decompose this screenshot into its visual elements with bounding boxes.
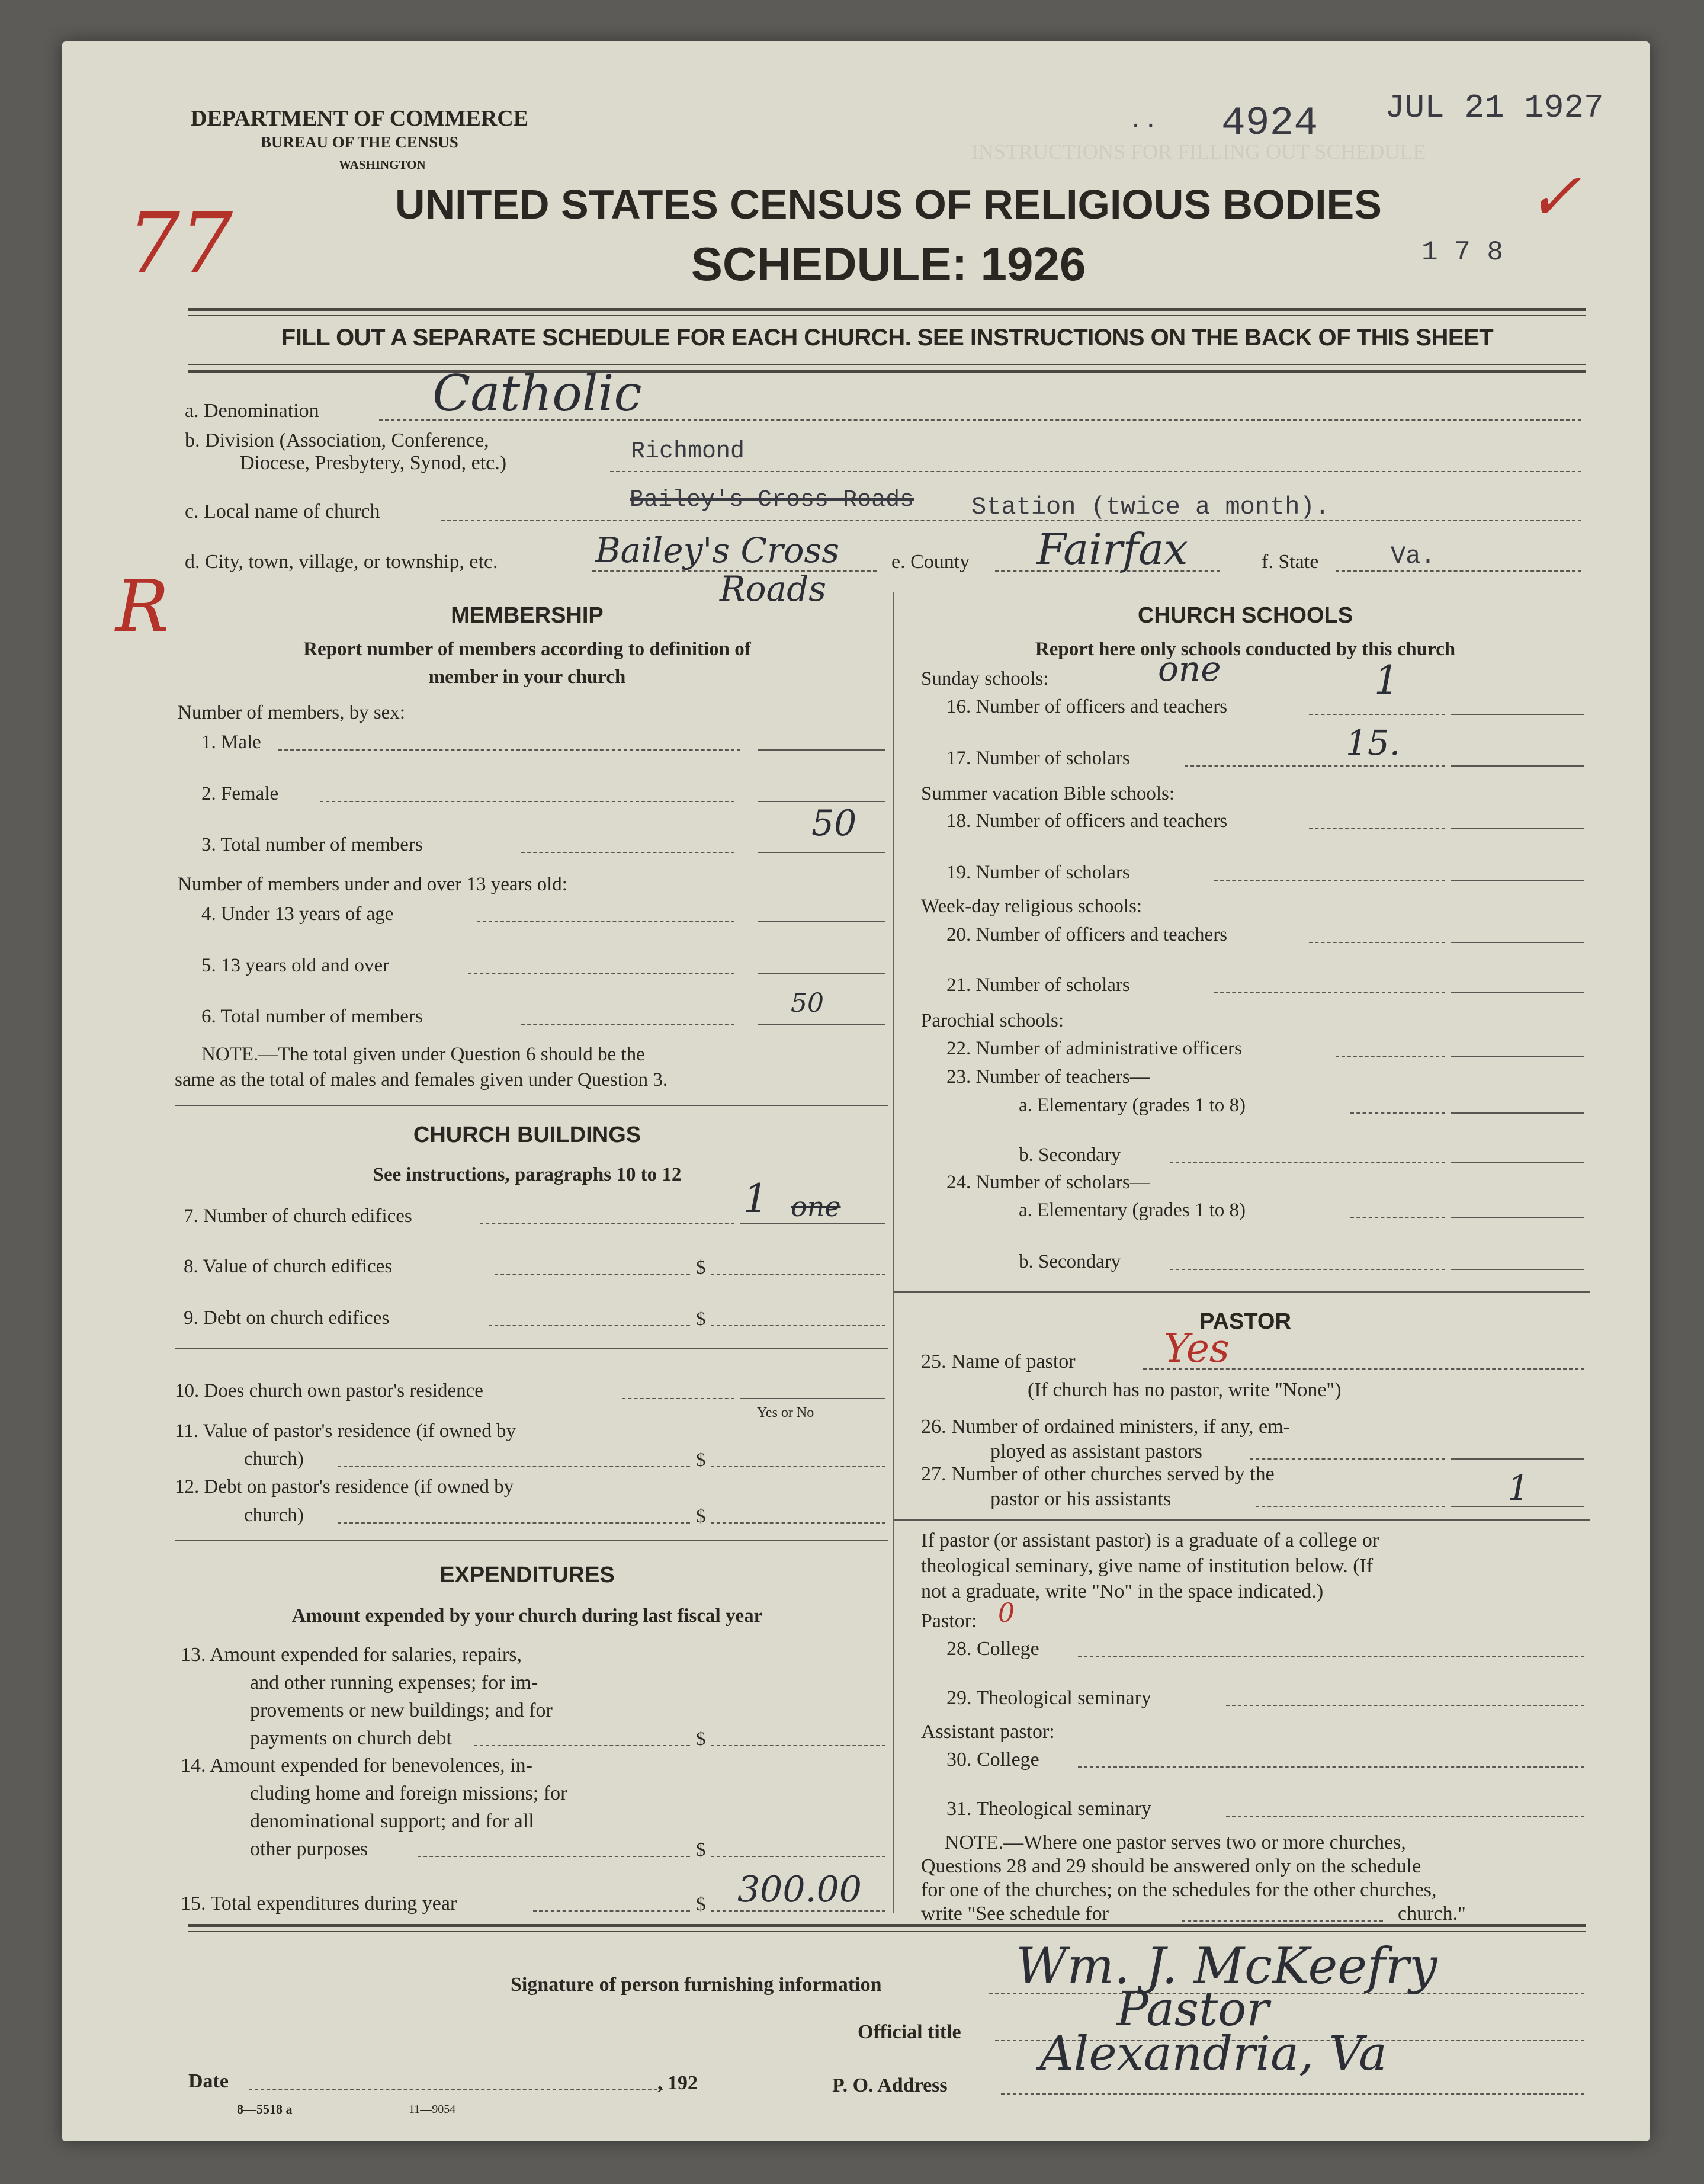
q11-label-1: 11. Value of pastor's residence (if owned by (175, 1420, 516, 1442)
q31-line[interactable] (1226, 1816, 1584, 1817)
q13-dollar: $ (696, 1728, 706, 1750)
schedule-year: SCHEDULE: 1926 (691, 238, 1086, 290)
q15-dollar: $ (696, 1894, 706, 1915)
q24-label: 24. Number of scholars— (946, 1172, 1150, 1193)
q17-value[interactable]: 15. (1346, 723, 1401, 763)
county-label: e. County (891, 551, 970, 573)
stamp-number: 4924 (1221, 101, 1318, 146)
q16-answer-line (1451, 714, 1584, 715)
denomination-value[interactable]: Catholic (432, 364, 642, 422)
q1-answer-line[interactable] (758, 749, 885, 751)
membership-rule (175, 1105, 888, 1106)
banner-rule-bottom-thin (188, 364, 1586, 365)
q4-under13-label: 4. Under 13 years of age (201, 903, 394, 925)
q7-leader (480, 1223, 734, 1224)
q3-value[interactable]: 50 (811, 803, 857, 844)
q7-value[interactable]: 1 (743, 1176, 768, 1221)
q2-answer-line[interactable] (758, 801, 885, 802)
red-number-mark: 77 (127, 195, 233, 292)
official-title-value[interactable]: Pastor (1116, 1981, 1269, 2037)
q27-leader (1256, 1506, 1445, 1507)
division-label-2: Diocese, Presbytery, Synod, etc.) (240, 452, 507, 474)
q7-edifices-label: 7. Number of church edifices (184, 1205, 412, 1227)
pastor-note-5: church." (1398, 1903, 1466, 1925)
q22-leader (1336, 1056, 1445, 1057)
membership-sub-1: Report number of members according to definition of (303, 639, 751, 660)
q25-label: 25. Name of pastor (921, 1351, 1076, 1372)
q14-answer-line[interactable] (711, 1856, 885, 1857)
q6-total-label: 6. Total number of members (201, 1006, 423, 1027)
pastor-grad-value[interactable]: 0 (998, 1598, 1015, 1628)
signature-label: Signature of person furnishing information (511, 1974, 882, 1996)
q10-answer-line[interactable] (740, 1398, 885, 1399)
q10-residence-label: 10. Does church own pastor's residence (175, 1380, 483, 1402)
q18-answer-line[interactable] (1451, 828, 1584, 829)
pastor-note-4: write "See schedule for (921, 1903, 1109, 1925)
q20-label: 20. Number of officers and teachers (946, 924, 1228, 945)
city-value[interactable]: Bailey's Cross (595, 530, 840, 570)
membership-note-1: NOTE.—The total given under Question 6 should be the (201, 1044, 645, 1065)
po-address-value[interactable]: Alexandria, Va (1039, 2026, 1387, 2081)
bureau-city: WASHINGTON (339, 158, 426, 172)
q29-line[interactable] (1226, 1705, 1584, 1706)
q25-note: (If church has no pastor, write "None") (1028, 1379, 1342, 1401)
column-divider (893, 592, 894, 1913)
q3-answer-line (758, 852, 885, 853)
state-line (1336, 570, 1581, 572)
date-line[interactable] (249, 2089, 663, 2090)
q10-leader (622, 1398, 734, 1399)
q12-label-1: 12. Debt on pastor's residence (if owned by (175, 1476, 514, 1497)
parochial-schools-label: Parochial schools: (921, 1010, 1064, 1031)
q16-value[interactable]: 1 (1374, 658, 1399, 703)
graduate-instr-2: theological seminary, give name of institution below. (If (921, 1555, 1374, 1577)
form-number: 8—5518 a (237, 2102, 293, 2116)
q12-answer-line[interactable] (711, 1522, 885, 1524)
q3-total-label: 3. Total number of members (201, 834, 423, 855)
q20-answer-line[interactable] (1451, 942, 1584, 943)
banner-rule-top-thin (188, 315, 1586, 316)
schools-title: CHURCH SCHOOLS (1137, 603, 1353, 628)
q23b-label: b. Secondary (1019, 1144, 1121, 1166)
q14-label-1: 14. Amount expended for benevolences, in- (181, 1755, 532, 1776)
q12-label-2: church) (244, 1505, 304, 1526)
q14-label-3: denominational support; and for all (250, 1810, 534, 1832)
division-value[interactable]: Richmond (631, 438, 745, 465)
q12-leader (338, 1522, 690, 1524)
q14-dollar: $ (696, 1839, 706, 1861)
q21-leader (1214, 992, 1445, 993)
q13-label-1: 13. Amount expended for salaries, repairs, (181, 1644, 522, 1666)
footer-rule (188, 1924, 1586, 1927)
stamp-tick: .. (1128, 107, 1159, 135)
expenditures-sub: Amount expended by your church during last fiscal year (291, 1605, 763, 1627)
membership-note-2: same as the total of males and females given under Question 3. (175, 1069, 668, 1091)
q23a-leader (1350, 1112, 1445, 1114)
q19-label: 19. Number of scholars (946, 862, 1130, 883)
q24b-answer-line[interactable] (1451, 1269, 1584, 1270)
city-value-cont: Roads (720, 569, 827, 609)
q30-label: 30. College (946, 1749, 1039, 1771)
graduate-instr-3: not a graduate, write "No" in the space indicated.) (921, 1580, 1324, 1602)
q8-dollar: $ (696, 1257, 706, 1278)
q24a-leader (1350, 1217, 1445, 1218)
q2-leader (320, 801, 734, 802)
schools-rule (894, 1291, 1590, 1293)
q5-13andover-label: 5. 13 years old and over (201, 955, 390, 976)
signature-value[interactable]: Wm. J. McKeefry (1016, 1937, 1437, 1995)
q15-value[interactable]: 300.00 (737, 1869, 862, 1910)
q1-male-label: 1. Male (201, 732, 261, 753)
members-by-sex-label: Number of members, by sex: (178, 702, 405, 723)
q18-leader (1309, 828, 1445, 829)
residence-rule (175, 1540, 888, 1541)
pastor-note-3: for one of the churches; on the schedules for the other churches, (921, 1879, 1437, 1901)
pastor-note-1: NOTE.—Where one pastor serves two or more churches, (945, 1832, 1406, 1853)
county-value[interactable]: Fairfax (1036, 524, 1188, 574)
expenditures-title: EXPENDITURES (439, 1563, 615, 1588)
q21-answer-line[interactable] (1451, 992, 1584, 993)
q2-female-label: 2. Female (201, 783, 279, 804)
division-label-1: b. Division (Association, Conference, (185, 429, 489, 451)
q17-answer-line (1451, 765, 1584, 767)
pastor-grad-label: Pastor: (921, 1610, 977, 1632)
pastor-note-2: Questions 28 and 29 should be answered only on the schedule (921, 1855, 1421, 1877)
q9-debt-label: 9. Debt on church edifices (184, 1307, 390, 1329)
q26-leader (1250, 1458, 1445, 1460)
q26-label-2: ployed as assistant pastors (990, 1441, 1202, 1463)
q5-answer-line[interactable] (758, 973, 885, 974)
q22-label: 22. Number of administrative officers (946, 1038, 1242, 1059)
q13-label-3: provements or new buildings; and for (250, 1699, 553, 1721)
q9-leader (489, 1325, 690, 1326)
sunday-schools-value[interactable]: one (1158, 649, 1221, 689)
q6-value[interactable]: 50 (791, 988, 824, 1018)
date-label: Date (188, 2070, 229, 2092)
membership-title: MEMBERSHIP (451, 603, 604, 628)
q7-struck-value: one (791, 1191, 841, 1223)
po-address-label: P. O. Address (832, 2074, 948, 2096)
q6-leader (521, 1024, 734, 1025)
q13-label-4: payments on church debt (250, 1727, 452, 1749)
q17-label: 17. Number of scholars (946, 748, 1130, 769)
q15-label: 15. Total expenditures during year (181, 1893, 457, 1914)
members-by-age-label: Number of members under and over 13 years old: (178, 874, 567, 895)
po-address-line (1001, 2093, 1584, 2095)
form-title: UNITED STATES CENSUS OF RELIGIOUS BODIES (395, 181, 1382, 227)
q28-label: 28. College (946, 1638, 1039, 1660)
q29-label: 29. Theological seminary (946, 1687, 1151, 1709)
q5-leader (468, 973, 734, 974)
graduate-instr-1: If pastor (or assistant pastor) is a graduate of a college or (921, 1529, 1379, 1551)
q31-label: 31. Theological seminary (946, 1798, 1151, 1820)
denomination-label: a. Denomination (185, 400, 319, 422)
local-name-struck: Bailey's Cross Roads (630, 487, 914, 514)
q27-value[interactable]: 1 (1507, 1468, 1529, 1508)
state-value[interactable]: Va. (1391, 542, 1436, 570)
q6-answer-line (758, 1024, 885, 1025)
q11-answer-line[interactable] (711, 1466, 885, 1467)
pastor-note-blank[interactable] (1182, 1920, 1383, 1922)
q24a-label: a. Elementary (grades 1 to 8) (1019, 1200, 1246, 1221)
q13-leader (474, 1745, 690, 1746)
buildings-rule (175, 1348, 888, 1349)
q8-leader (495, 1274, 690, 1275)
summer-schools-label: Summer vacation Bible schools: (921, 783, 1175, 804)
buildings-title: CHURCH BUILDINGS (413, 1123, 641, 1147)
q11-dollar: $ (696, 1449, 706, 1471)
local-name-label: c. Local name of church (185, 501, 380, 522)
banner-rule-bottom (188, 370, 1586, 373)
q15-answer-line (711, 1910, 885, 1912)
q23b-leader (1170, 1162, 1445, 1163)
bureau-name: BUREAU OF THE CENSUS (261, 133, 458, 151)
q23a-label: a. Elementary (grades 1 to 8) (1019, 1095, 1246, 1116)
yes-or-no-hint: Yes or No (757, 1405, 814, 1420)
q20-leader (1309, 942, 1445, 943)
q21-label: 21. Number of scholars (946, 974, 1130, 996)
q26-label-1: 26. Number of ordained ministers, if any, em- (921, 1416, 1290, 1438)
assistant-pastor-label: Assistant pastor: (921, 1721, 1055, 1743)
q14-leader (418, 1856, 690, 1857)
q24b-label: b. Secondary (1019, 1251, 1121, 1272)
q12-dollar: $ (696, 1506, 706, 1527)
q4-leader (477, 921, 734, 922)
division-line (610, 471, 1581, 472)
city-label: d. City, town, village, or township, etc. (185, 551, 498, 573)
local-name-value[interactable]: Station (twice a month). (971, 493, 1330, 521)
q30-line[interactable] (1078, 1766, 1584, 1768)
stamp-code: 1 7 8 (1421, 237, 1504, 268)
q8-value-label: 8. Value of church edifices (184, 1256, 393, 1277)
banner-rule-top (188, 308, 1586, 311)
membership-sub-2: member in your church (428, 666, 626, 688)
q22-answer-line[interactable] (1451, 1056, 1584, 1057)
q24b-leader (1170, 1269, 1445, 1270)
q16-leader (1309, 714, 1445, 715)
instruction-banner: FILL OUT A SEPARATE SCHEDULE FOR EACH CHURCH. SEE INSTRUCTIONS ON THE BACK OF THIS SHEET (281, 325, 1494, 351)
q15-leader (533, 1910, 690, 1912)
pastor-rule (894, 1519, 1590, 1521)
footer-rule-thin (188, 1931, 1586, 1932)
q7-answer-line (740, 1223, 885, 1224)
stamp-date: JUL 21 1927 (1385, 89, 1604, 127)
q9-dollar: $ (696, 1309, 706, 1330)
q19-answer-line[interactable] (1451, 880, 1584, 881)
q24a-answer-line[interactable] (1451, 1217, 1584, 1218)
q17-leader (1185, 765, 1445, 767)
state-label: f. State (1262, 551, 1319, 573)
q13-answer-line[interactable] (711, 1745, 885, 1746)
q13-label-2: and other running expenses; for im- (250, 1672, 538, 1694)
red-check-mark: ✓ (1527, 159, 1582, 235)
date-year: , 192 (657, 2072, 698, 2094)
q23a-answer-line[interactable] (1451, 1112, 1584, 1114)
pastor-title: PASTOR (1199, 1309, 1291, 1334)
red-letter-mark: R (115, 566, 169, 648)
q18-label: 18. Number of officers and teachers (946, 810, 1228, 832)
q8-answer-line[interactable] (711, 1274, 885, 1275)
q14-label-4: other purposes (250, 1838, 368, 1860)
official-title-label: Official title (858, 2021, 961, 2043)
q9-answer-line[interactable] (711, 1325, 885, 1326)
q4-answer-line[interactable] (758, 921, 885, 922)
q11-label-2: church) (244, 1448, 304, 1470)
sunday-schools-label: Sunday schools: (921, 668, 1049, 689)
buildings-sub: See instructions, paragraphs 10 to 12 (373, 1164, 682, 1185)
q19-leader (1214, 880, 1445, 881)
q23-label: 23. Number of teachers— (946, 1066, 1150, 1088)
q1-leader (278, 749, 740, 751)
q14-label-2: cluding home and foreign missions; for (250, 1782, 567, 1804)
print-number: 11—9054 (409, 2103, 456, 2116)
q23b-answer-line[interactable] (1451, 1162, 1584, 1163)
q28-line[interactable] (1078, 1656, 1584, 1657)
q27-label-1: 27. Number of other churches served by the (921, 1463, 1275, 1485)
q3-leader (521, 852, 734, 853)
q11-leader (338, 1466, 690, 1467)
q25-value[interactable]: Yes (1164, 1326, 1230, 1371)
q16-label: 16. Number of officers and teachers (946, 696, 1228, 717)
q27-label-2: pastor or his assistants (990, 1488, 1172, 1510)
department-name: DEPARTMENT OF COMMERCE (191, 106, 529, 131)
schools-sub: Report here only schools conducted by this church (1035, 639, 1456, 660)
q26-answer-line[interactable] (1451, 1458, 1584, 1460)
weekday-schools-label: Week-day religious schools: (921, 896, 1143, 917)
